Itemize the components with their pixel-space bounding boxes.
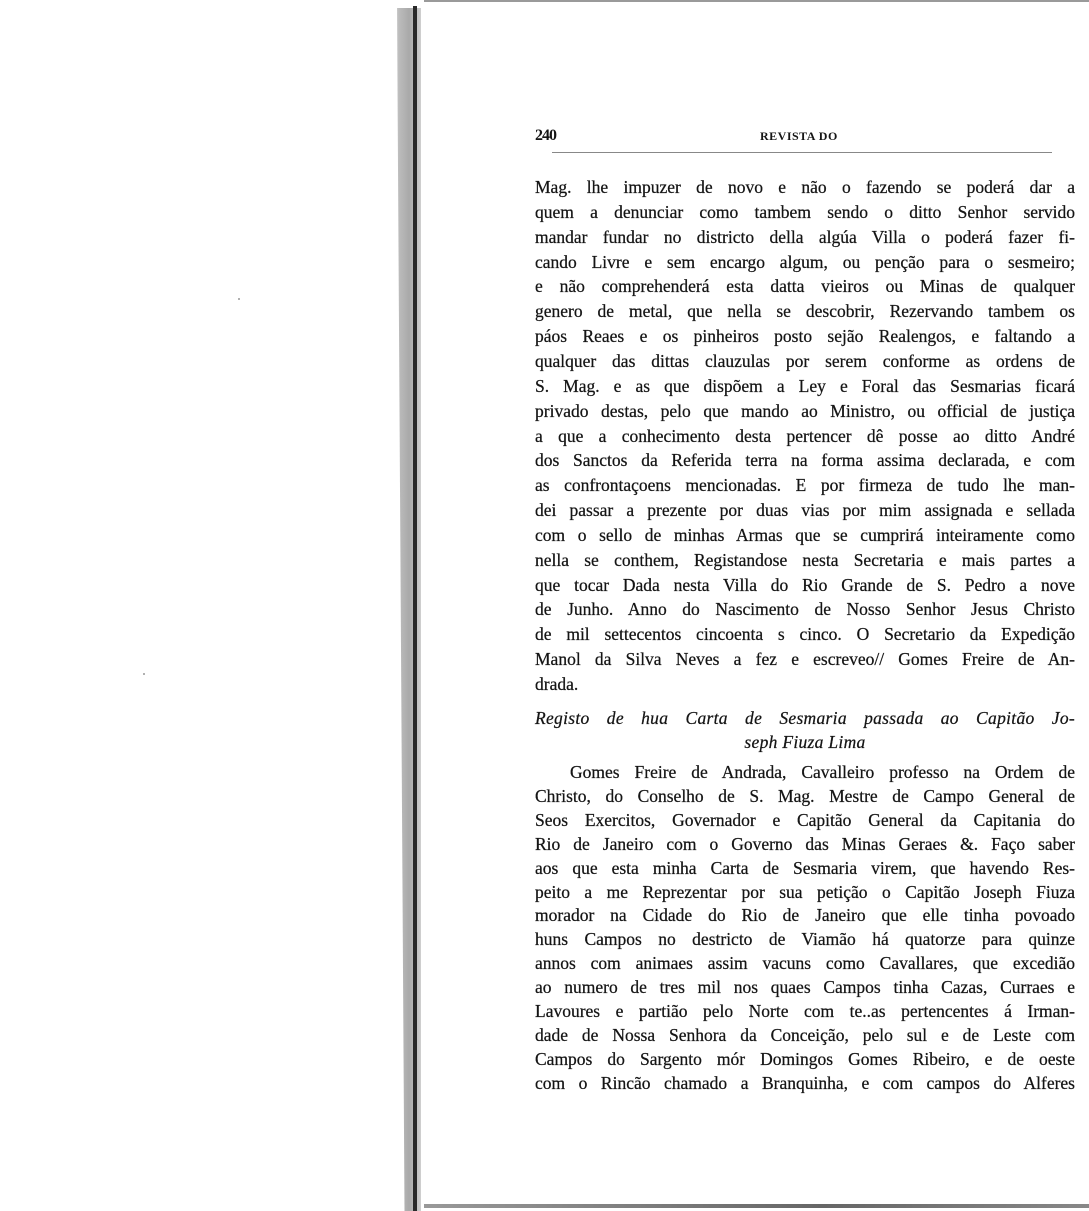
paragraph-1-line: Manol da Silva Neves a fez e escreveo// Gomes Freire de An- <box>535 649 1075 670</box>
page-number: 240 <box>535 127 556 144</box>
paragraph-1-line: de mil settecentos cincoenta s cinco. O Secretario da Expedição <box>535 624 1075 645</box>
paragraph-1-line: a que a conhecimento desta pertencer dê posse ao ditto André <box>535 425 1075 446</box>
paragraph-2-line: Lavoures e partião pelo Norte com te..as pertencentes á Irman- <box>535 1001 1075 1021</box>
paragraph-1-line: quem a denunciar como tambem sendo o ditto Senhor servido <box>535 201 1075 222</box>
page-bottom-edge <box>424 1204 1089 1208</box>
running-head: REVISTA DO <box>760 129 838 143</box>
paragraph-2-line: Gomes Freire de Andrada, Cavalleiro professo na Ordem de <box>570 762 1075 782</box>
paragraph-2-line: Rio de Janeiro com o Governo das Minas Geraes &. Faço saber <box>535 833 1075 854</box>
paragraph-1-line: nella se conthem, Registandose nesta Secretaria e mais partes a <box>535 549 1075 570</box>
paragraph-1-line: que tocar Dada nesta Villa do Rio Grande de S. Pedro a nove <box>535 574 1075 595</box>
paragraph-1-line: páos Reaes e os pinheiros posto sejão Realengos, e faltando a <box>535 326 1075 347</box>
section-heading-line: Registo de hua Carta de Sesmaria passada ao Capitão Jo- <box>535 708 1075 728</box>
paragraph-1-line: qualquer das dittas clauzulas por serem conforme as ordens de <box>535 350 1075 371</box>
paragraph-1-line: dei passar a prezente por duas vias por mim assignada e sellada <box>535 500 1075 521</box>
paragraph-2-line: Seos Exercitos, Governador e Capitão General da Capitania do <box>535 809 1075 830</box>
section-heading-line: seph Fiuza Lima <box>744 732 866 752</box>
paragraph-2-line: morador na Cidade do Rio de Janeiro que elle tinha povoado <box>535 905 1075 926</box>
paragraph-2-line: huns Campos no destricto de Viamão há quatorze para quinze <box>535 929 1075 950</box>
page-binding-edge <box>413 6 417 1211</box>
paragraph-2-line: Campos do Sargento mór Domingos Gomes Ribeiro, e de oeste <box>535 1048 1075 1069</box>
paragraph-2-line: annos com animaes assim vacuns como Cavallares, que excedião <box>535 953 1075 974</box>
paragraph-1-line: dos Sanctos da Referida terra na forma assima declarada, e com <box>535 450 1075 471</box>
paragraph-1-line: cando Livre e sem encargo algum, ou penção para o sesmeiro; <box>535 251 1075 272</box>
paragraph-2-line: dade de Nossa Senhora da Conceição, pelo sul e de Leste com <box>535 1024 1075 1045</box>
paragraph-2-line: peito a me Reprezentar por sua petição o Capitão Joseph Fiuza <box>535 881 1075 902</box>
paragraph-1-line: privado destas, pelo que mando ao Ministro, ou official de justiça <box>535 400 1075 421</box>
paragraph-1-line: Mag. lhe impuzer de novo e não o fazendo se poderá dar a <box>535 177 1075 197</box>
paragraph-2-line: aos que esta minha Carta de Sesmaria virem, que havendo Res- <box>535 857 1075 878</box>
paragraph-1-line: de Junho. Anno do Nascimento de Nosso Senhor Jesus Christo <box>535 599 1075 620</box>
header-rule <box>552 152 1052 153</box>
paragraph-2-line: com o Rincão chamado a Branquinha, e com campos do Alferes <box>535 1072 1075 1093</box>
paragraph-1-line: genero de metal, que nella se descobrir, Rezervando tambem os <box>535 301 1075 322</box>
paragraph-1-line: drada. <box>535 674 579 694</box>
scan-speck <box>238 298 240 300</box>
paragraph-2-line: Christo, do Conselho de S. Mag. Mestre de Campo General de <box>535 785 1075 806</box>
paragraph-1-line: e não comprehenderá esta datta vieiros ou Minas de qualquer <box>535 276 1075 297</box>
scan-speck <box>143 673 145 675</box>
paragraph-2-line: ao numero de tres mil nos quaes Campos tinha Cazas, Curraes e <box>535 977 1075 998</box>
paragraph-1-line: as confrontaçoens mencionadas. E por firmeza de tudo lhe man- <box>535 475 1075 496</box>
page-top-edge <box>424 0 1089 2</box>
paragraph-1-line: mandar fundar no districto della algúa Villa o poderá fazer fi- <box>535 226 1075 247</box>
paragraph-1-line: com o sello de minhas Armas que se cumprirá inteiramente como <box>535 524 1075 545</box>
paragraph-1-line: S. Mag. e as que dispõem a Ley e Foral das Sesmarias ficará <box>535 375 1075 396</box>
